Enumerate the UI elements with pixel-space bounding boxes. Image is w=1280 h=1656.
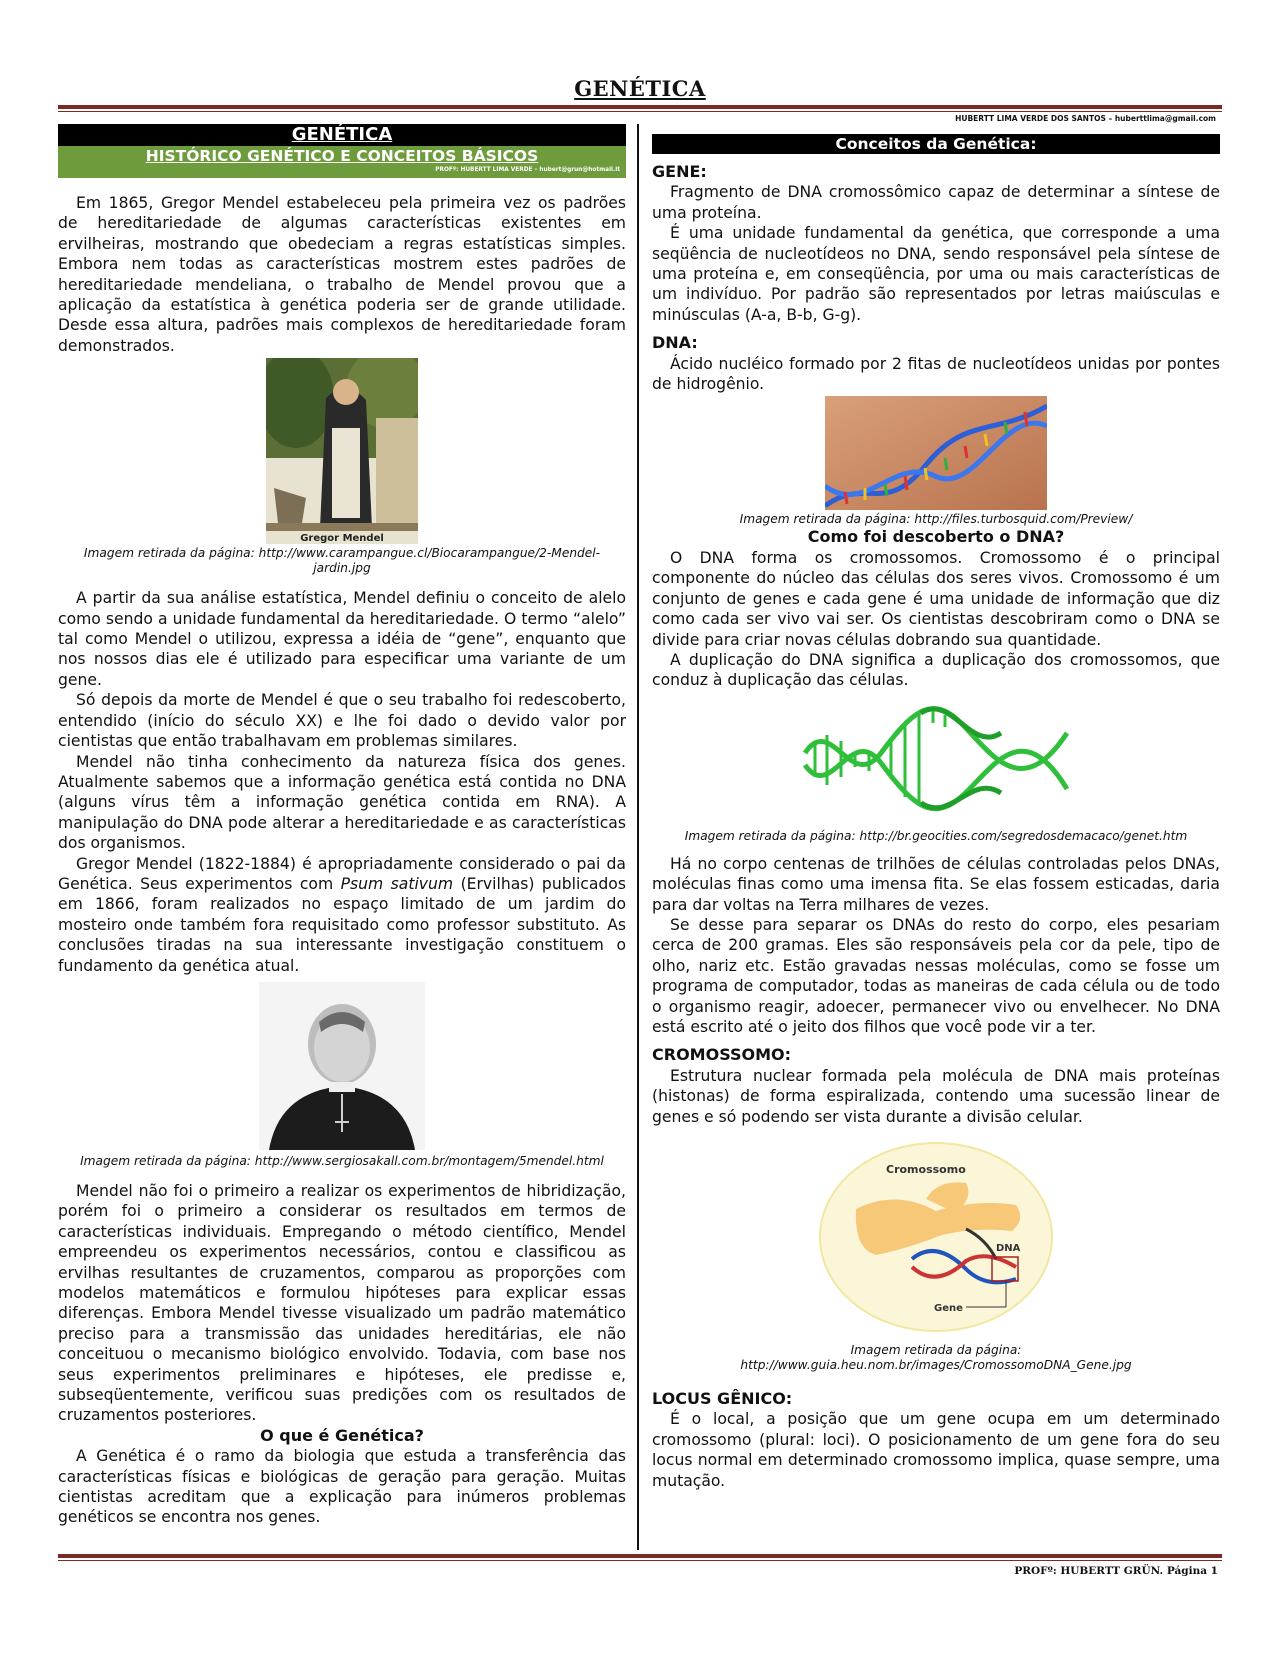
heading-dna: DNA: [652,333,698,353]
label-gene: Gene [934,1303,963,1314]
left-column [58,124,626,1528]
label-dna: DNA [996,1243,1021,1254]
banner-subtitle-text: HISTÓRICO GENÉTICO E CONCEITOS BÁSICOS [145,147,539,165]
right-banner: Conceitos da Genética: [652,134,1220,154]
heading-gene: GENE: [652,162,707,181]
caption-chromosome-b: http://www.guia.heu.nom.br/images/CromossomoDNA_Gene.jpg [740,1358,1132,1372]
heading-como-descoberto: Como foi descoberto o DNA? [807,527,1065,547]
dna-duplication-image [801,693,1071,827]
caption-dna-helix: Imagem retirada da página: http://files.turbosquid.com/Preview/ [739,512,1133,527]
heading-cromossomo: CROMOSSOMO: [652,1045,792,1065]
header-rule [58,105,1222,109]
page-title: GENÉTICA [574,76,706,101]
caption-mendel-portrait: Imagem retirada da página: http://www.sergiosakall.com.br/montagem/5mendel.html [80,1153,604,1168]
dna-helix-image [825,396,1047,510]
paragraph-genetica-def: A Genética é o ramo da biologia que estuda a transferência das características físicas e biológicas de geração para geração. Muitas cientistas acreditam que a explicação para inúmeros problemas genéticos se encontra nos genes. [58,1447,626,1527]
paragraph-descoberto-1: O DNA forma os cromossomos. Cromossomo é o principal componente do núcleo das células dos seres vivos. Cromossomo é um conjunto de genes e cada gene é uma unidade de informação que diz como cada ser vivo vai ser. Os cientistas descobriram como o DNA se divide para criar novas células dobrando sua quantidade. [652,548,1220,649]
paragraph-descoberto-2: A duplicação do DNA significa a duplicação dos cromossomos, que conduz à duplicação das células. [652,650,1220,690]
caption-dna-duplication: Imagem retirada da página: http://br.geocities.com/segredosdemacaco/genet.htm [684,828,1188,843]
paragraph-redescoberto: Só depois da morte de Mendel é que o seu trabalho foi redescoberto, entendido (início do século XX) e lhe foi dado o devido valor por cientistas que então trabalhavam em problemas similares. [58,691,626,751]
paragraph-natureza: Mendel não tinha conhecimento da natureza física dos genes. Atualmente sabemos que a informação genética está contida no DNA (alguns vírus têm a informação genética contida em RNA). A manipulação do DNA pode alterar a hereditariedade e as características dos organismos. [58,752,626,853]
paragraph-descoberto-3: Há no corpo centenas de trilhões de células controladas pelos DNAs, moléculas finas como uma imensa fita. Se elas fossem esticadas, daria para dar voltas na Terra milhares de vezes. [652,854,1220,914]
left-banner-subtitle [58,146,626,178]
footer-rule [58,1554,1222,1558]
p5-part-b: (Ervilhas) publicados em 1866, foram realizados no espaço limitado de um jardim do mosteiro onde também fora requisitado como professor substituto. As conclusões tiradas na sua interessante investigação constituem o fundamento da genética atual. [58,874,626,975]
chromosome-diagram-image [816,1139,1056,1335]
left-banner-title: GENÉTICA [58,124,626,146]
footer-rule-thin [58,1560,1222,1561]
caption-mendel-garden: Imagem retirada da página: http://www.carampangue.cl/Biocarampangue/2-Mendel-jardin.jpg [83,546,601,576]
paragraph-intro: Em 1865, Gregor Mendel estabeleceu pela primeira vez os padrões de hereditariedade de algumas características existentes em ervilheiras, mostrando que obedeciam a regras estatísticas simples. Embora nem todas as características mostrem estes padrões de hereditariedade mendeliana, o trabalho de Mendel provou que a aplicação da estatística à genética poderia ser de grande utilidade. Desde essa altura, padrões mais complexos de hereditariedade foram demonstrados. [58,194,626,355]
paragraph-cromossomo: Estrutura nuclear formada pela molécula de DNA mais proteínas (histonas) de forma espiralizada, contendo uma sucessão linear de genes e só podendo ser vista durante a divisão celular. [652,1066,1220,1126]
heading-o-que-e-genetica: O que é Genética? [260,1425,424,1445]
paragraph-gene-2: É uma unidade fundamental da genética, que corresponde a uma seqüência de nucleotídeos no DNA, sendo responsável pela síntese de uma proteína e, em conseqüência, por uma ou mais características de um indivíduo. Por padrão são representados por letras maiúsculas e minúsculas (A-a, B-b, G-g). [652,224,1220,324]
mendel-garden-image [266,358,418,544]
paragraph-locus: É o local, a posição que um gene ocupa em um determinado cromossomo (plural: loci). O posicionamento de um gene fora do seu locus normal em determinado cromossomo implica, quase sempre, uma mutação. [652,1410,1220,1490]
mendel-portrait-image [259,982,425,1150]
paragraph-hibridizacao: Mendel não foi o primeiro a realizar os experimentos de hibridização, porém foi o primeiro a considerar os resultados em termos de características individuais. Empregando o método científico, Mendel empreendeu os experimentos necessários, contou e classificou as ervilhas resultantes de cruzamentos, comparou as proporções com modelos matemáticos e formulou hipóteses para explicar essas diferenças. Embora Mendel tivesse visualizado um padrão matemático preciso para a transmissão das unidades hereditárias, ele não conceituou o mecanismo biológico envolvido. Todavia, com base nos seus experimentos preliminares e hipóteses, ele predisse e, subseqüentemente, verificou suas predições com os resultados de cruzamentos posteriores. [58,1181,626,1425]
paragraph-alelo: A partir da sua análise estatística, Mendel definiu o conceito de alelo como sendo a unidade fundamental da hereditariedade. O termo “alelo” tal como Mendel o utilizou, expressa a idéia de “gene”, enquanto que nos nossos dias ele é utilizado para especificar uma variante de um gene. [58,589,626,689]
paragraph-dna-1: Ácido nucléico formado por 2 fitas de nucleotídeos unidas por pontes de hidrogênio. [652,354,1220,394]
banner-prof-text: PROFº: HUBERTT LIMA VERDE – hubert@grun@hotmail.it [435,167,620,173]
label-cromossomo: Cromossomo [886,1163,966,1176]
right-column [652,134,1220,1491]
mendel-image-label: Gregor Mendel [300,533,384,545]
column-divider [637,124,639,1550]
paragraph-pai-genetica [58,854,626,976]
p5-italic: Psum sativum [340,874,454,893]
p5-part-a: Gregor Mendel (1822-1884) é apropriadamente considerado o pai da Genética. Seus experimentos com [58,854,626,893]
header-rule-thin [58,111,1222,112]
page-footer: PROFº: HUBERTT GRÜN. Página 1 [1014,1565,1218,1577]
paragraph-gene-1: Fragmento de DNA cromossômico capaz de determinar a síntese de uma proteína. [652,183,1220,222]
paragraph-descoberto-4: Se desse para separar os DNAs do resto do corpo, eles pesariam cerca de 200 gramas. Eles são responsáveis pela cor da pele, tipo de olho, nariz etc. Estão gravadas nessas moléculas, como se fosse um programa de computador, todas as maneiras de cada célula ou de todo o organismo reagir, adoecer, permanecer vivo ou envelhecer. No DNA está escrito até o jeito dos filhos que você pode vir a ter. [652,915,1220,1036]
caption-chromosome-a: Imagem retirada da página: [850,1343,1022,1357]
author-line: HUBERTT LIMA VERDE DOS SANTOS – huberttlima@gmail.com [955,114,1216,123]
heading-locus: LOCUS GÊNICO: [652,1389,793,1408]
